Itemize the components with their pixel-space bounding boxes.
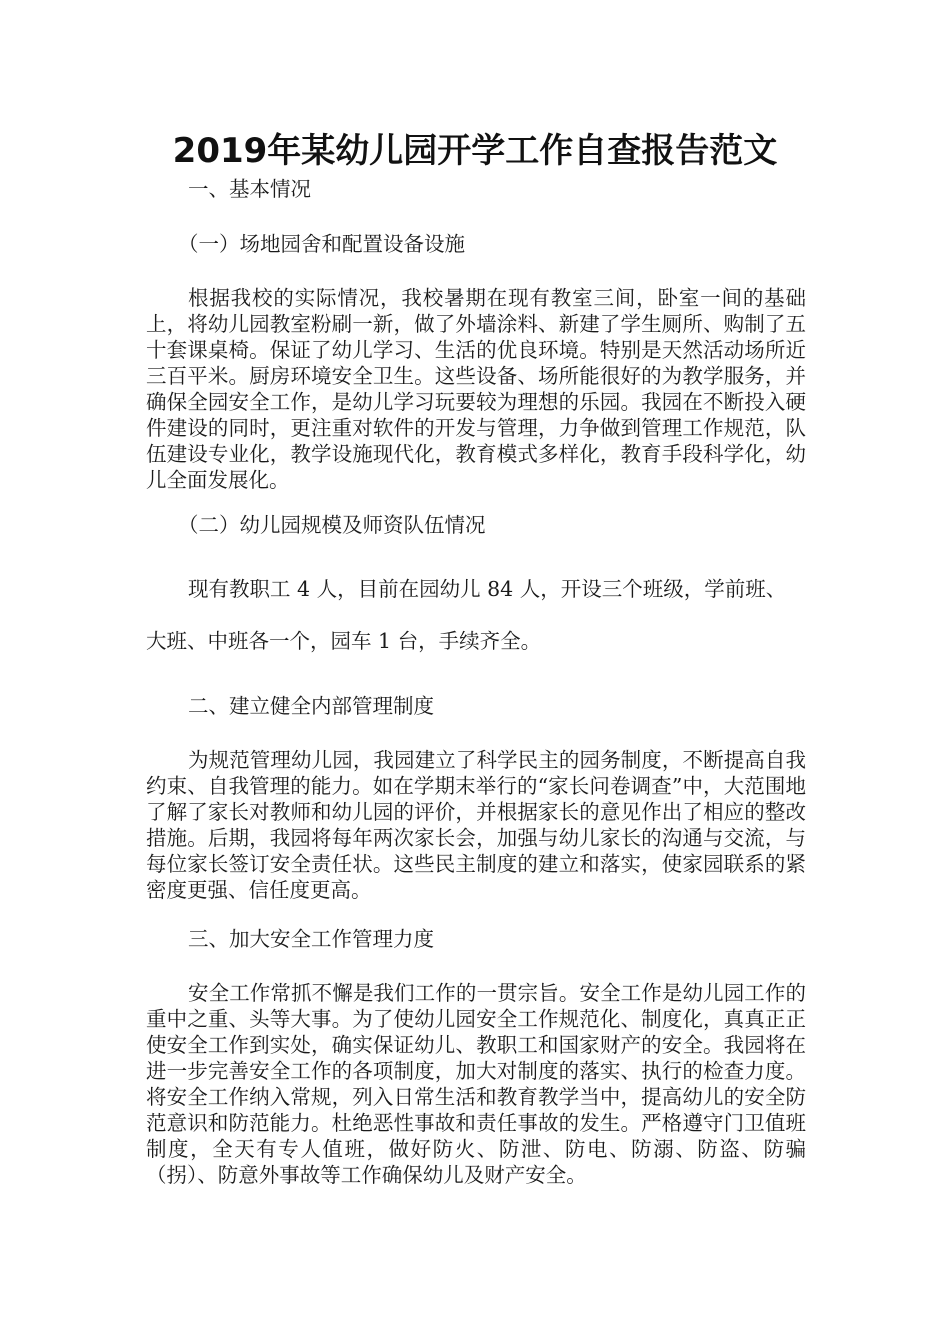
section-2-heading: 二、建立健全内部管理制度 xyxy=(188,694,434,718)
subsection-1-1-paragraph: 根据我校的实际情况，我校暑期在现有教室三间，卧室一间的基础上，将幼儿园教室粉刷一新，做了外墙涂料、新建了学生厕所、购制了五十套课桌椅。保证了幼儿学习、生活的优良环境。特别是天然活动场所近三百平米。厨房环境安全卫生。这些设备、场所能很好的为教学服务，并确保全园安全工作，是幼儿学习玩要较为理想的乐园。我园在不断投入硬件建设的同时，更注重对软件的开发与管理，力争做到管理工作规范，队伍建设专业化，教学设施现代化，教育模式多样化，教育手段科学化，幼儿全面发展化。 xyxy=(146,286,806,492)
subsection-1-1-heading: （一）场地园舍和配置设备设施 xyxy=(178,232,465,256)
document-title: 2019年某幼儿园开学工作自查报告范文 xyxy=(172,131,778,171)
section-1-heading: 一、基本情况 xyxy=(188,177,311,201)
subsection-1-2-paragraph-line-2: 大班、中班各一个，园车 1 台，手续齐全。 xyxy=(146,629,542,653)
section-3-heading: 三、加大安全工作管理力度 xyxy=(188,927,434,951)
section-3-paragraph: 安全工作常抓不懈是我们工作的一贯宗旨。安全工作是幼儿园工作的重中之重、头等大事。为了使幼儿园安全工作规范化、制度化，真真正正使安全工作到实处，确实保证幼儿、教职工和国家财产的安全。我园将在进一步完善安全工作的各项制度，加大对制度的落实、执行的检查力度。将安全工作纳入常规，列入日常生活和教育教学当中，提高幼儿的安全防范意识和防范能力。杜绝恶性事故和责任事故的发生。严格遵守门卫值班制度，全天有专人值班，做好防火、防泄、防电、防溺、防盗、防骗（拐）、防意外事故等工作确保幼儿及财产安全。 xyxy=(146,981,806,1187)
subsection-1-2-paragraph-line-1: 现有教职工 4 人，目前在园幼儿 84 人，开设三个班级，学前班、 xyxy=(188,577,787,601)
section-2-paragraph: 为规范管理幼儿园，我园建立了科学民主的园务制度，不断提高自我约束、自我管理的能力。如在学期末举行的“家长问卷调查”中，大范围地了解了家长对教师和幼儿园的评价，并根据家长的意见作出了相应的整改措施。后期，我园将每年两次家长会，加强与幼儿家长的沟通与交流，与每位家长签订安全责任状。这些民主制度的建立和落实，使家园联系的紧密度更强、信任度更高。 xyxy=(146,748,806,902)
subsection-1-2-heading: （二）幼儿园规模及师资队伍情况 xyxy=(178,513,486,537)
